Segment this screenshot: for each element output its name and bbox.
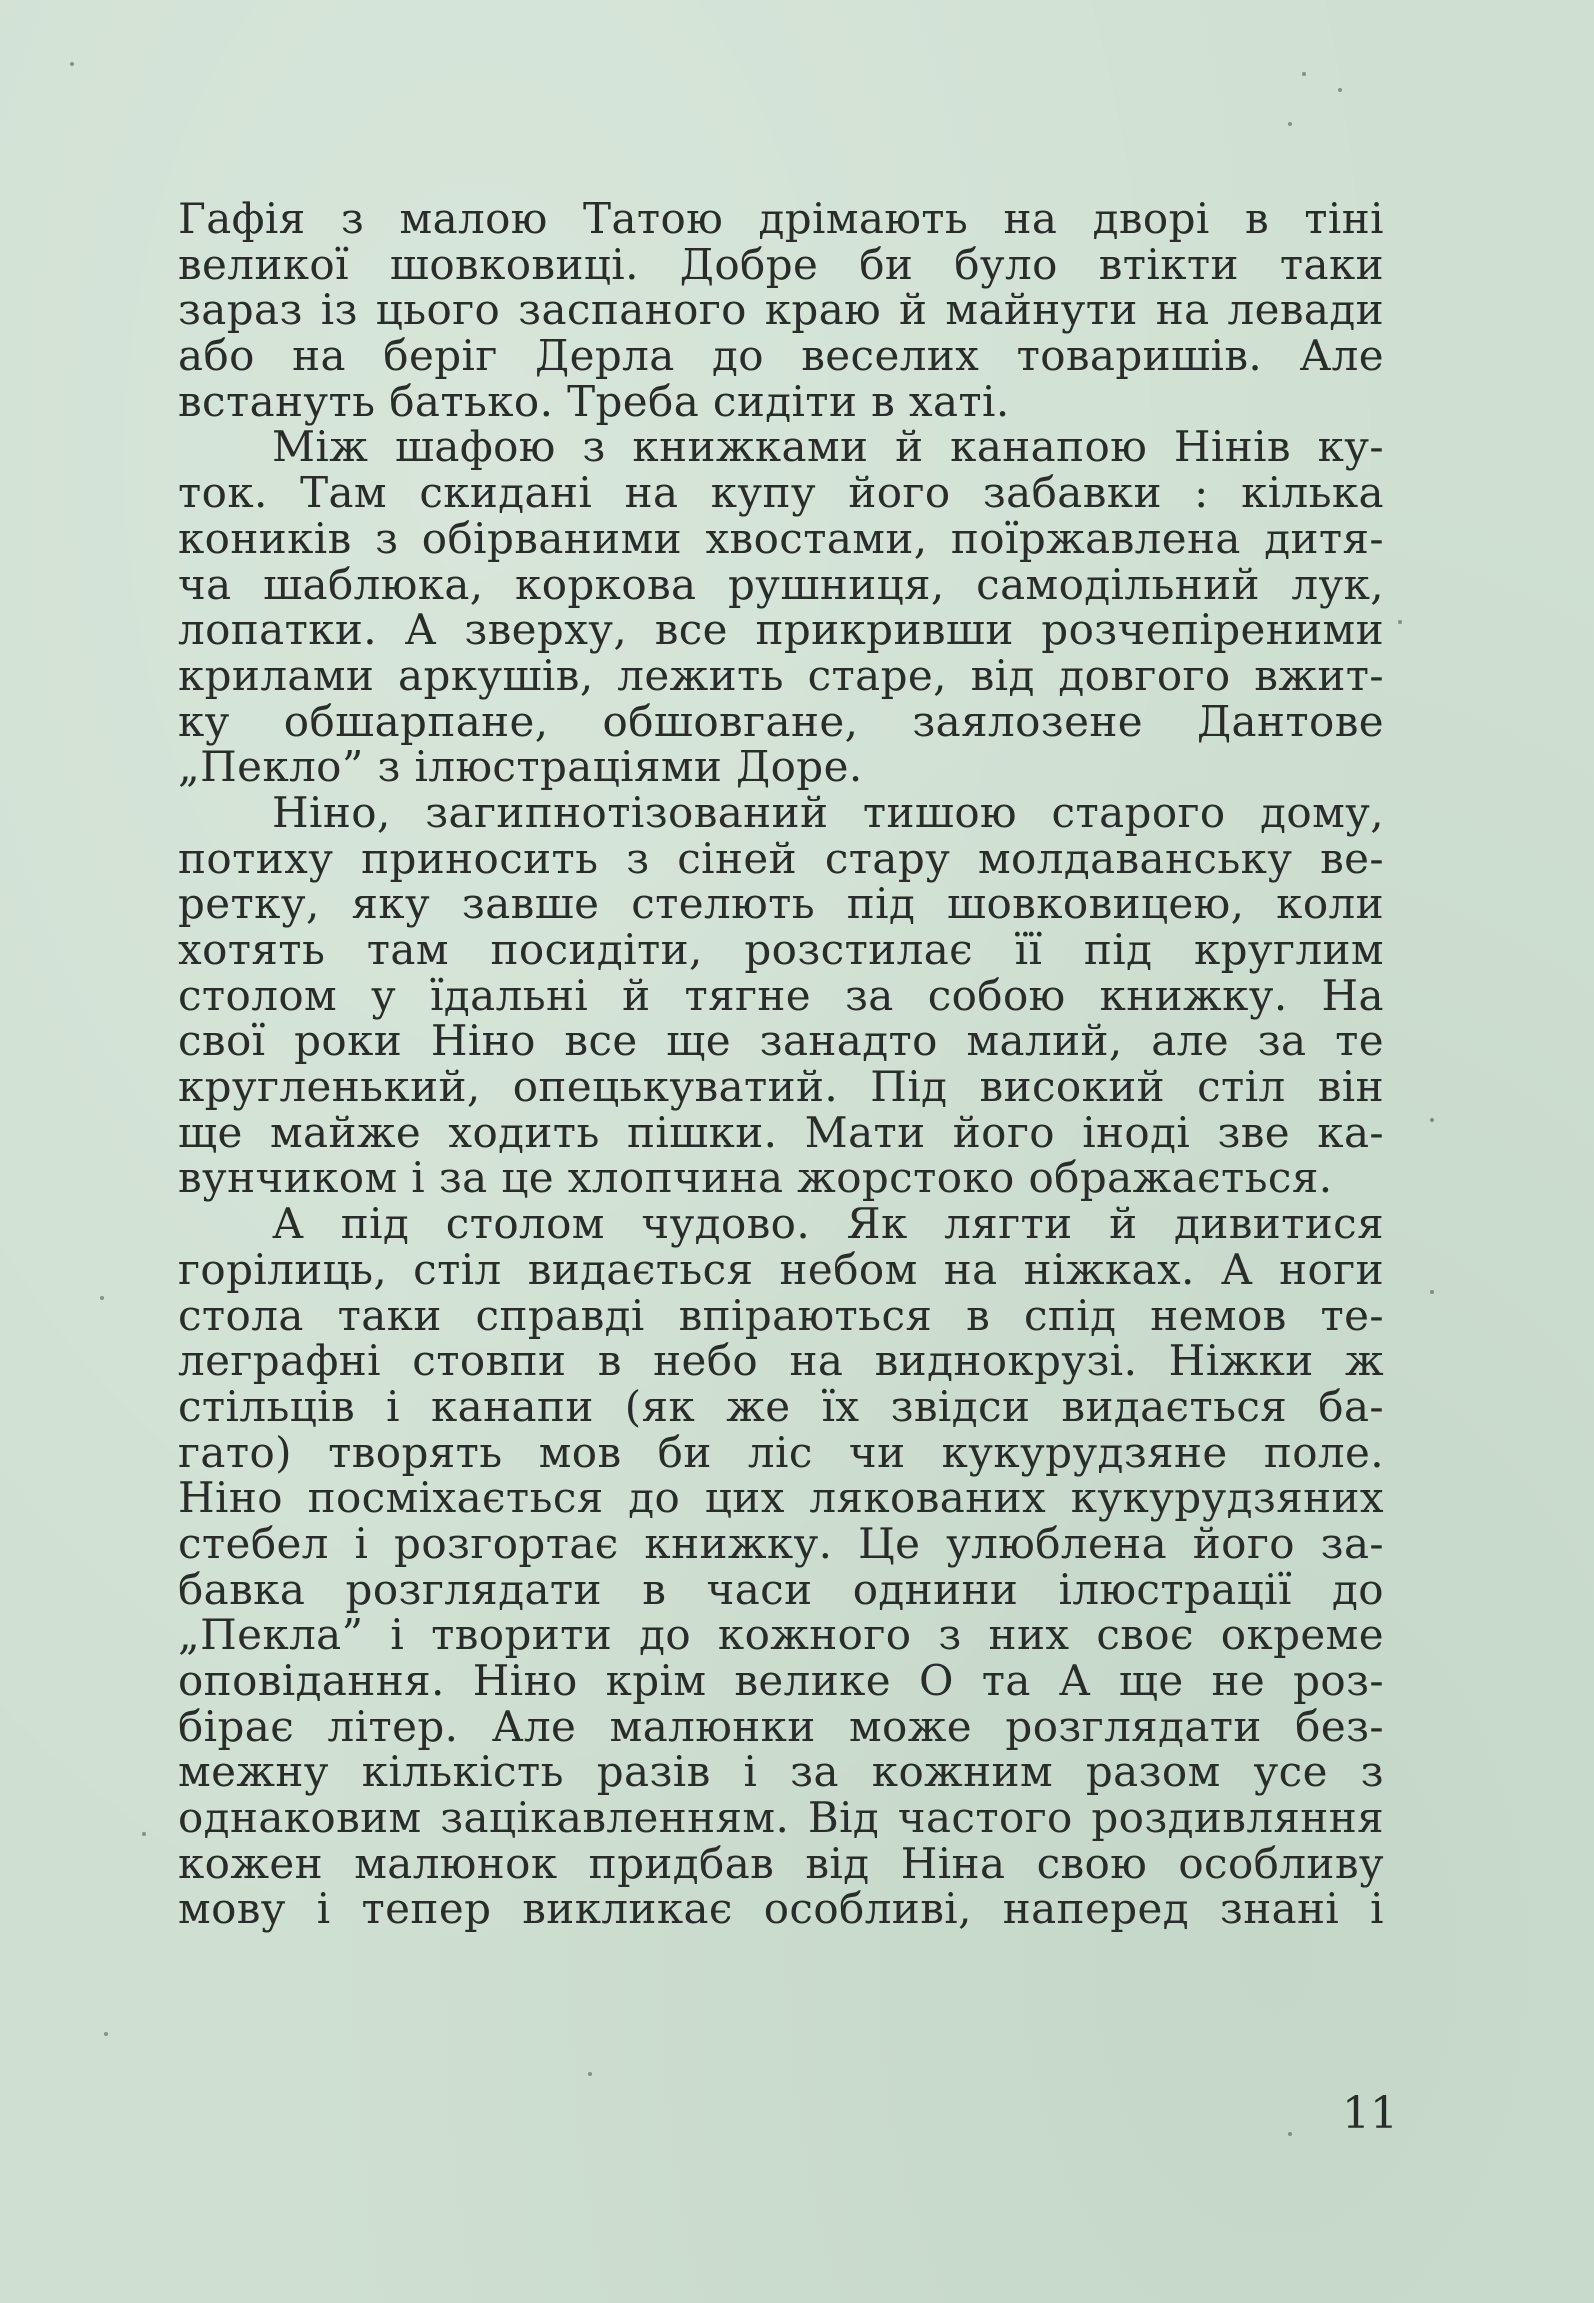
print-speck xyxy=(1398,620,1402,624)
text-line: стебел і розгортає книжку. Це улюблена його за- xyxy=(178,1518,1384,1568)
text-line: столом у їдальні й тягне за собою книжку. На xyxy=(178,970,1384,1020)
print-speck xyxy=(588,2072,592,2076)
text-line: мову і тепер викликає особливі, наперед знані і xyxy=(178,1884,1384,1934)
text-line: межну кількість разів і за кожним разом усе з xyxy=(178,1747,1384,1797)
text-line: А під столом чудово. Як лягти й дивитися xyxy=(272,1199,1384,1249)
text-line: ще майже ходить пішки. Мати його іноді зве ка- xyxy=(178,1107,1384,1157)
text-line: „Пекло” з ілюстраціями Доре. xyxy=(178,742,863,792)
text-line: Ніно посміхається до цих лякованих кукурудзяних xyxy=(178,1473,1384,1523)
print-speck xyxy=(1430,1290,1434,1294)
text-line: зараз із цього заспаного краю й майнути на левади xyxy=(178,285,1384,335)
text-line: ретку, яку завше стелють під шовковицею, коли xyxy=(178,879,1384,929)
print-speck xyxy=(1288,122,1292,126)
print-speck xyxy=(70,62,74,66)
text-line: бірає літер. Але малюнки може розглядати без- xyxy=(178,1701,1384,1751)
text-line: гато) творять мов би ліс чи кукурудзяне поле. xyxy=(178,1427,1384,1477)
body-text xyxy=(178,196,1384,1932)
text-line: потиху приносить з сіней стару молдаванську ве- xyxy=(178,833,1384,883)
text-line: „Пекла” і творити до кожного з них своє окреме xyxy=(178,1610,1384,1660)
text-line: леграфні стовпи в небо на виднокрузі. Ніжки ж xyxy=(178,1336,1384,1386)
print-speck xyxy=(104,2032,108,2036)
text-line: кожен малюнок придбав від Ніна свою особливу xyxy=(178,1838,1384,1888)
text-line: лопатки. А зверху, все прикривши розчепіреними xyxy=(178,605,1384,655)
print-speck xyxy=(100,1296,104,1300)
text-line: хотять там посидіти, розстилає її під круглим xyxy=(178,925,1384,974)
text-line: горілиць, стіл видається небом на ніжках. А ноги xyxy=(178,1244,1384,1294)
text-line: ток. Там скидані на купу його забавки : кілька xyxy=(178,468,1384,518)
print-speck xyxy=(1302,72,1306,76)
text-line: однаковим зацікавленням. Від частого роздивляння xyxy=(178,1793,1384,1843)
print-speck xyxy=(1288,2132,1292,2136)
text-line: ку обшарпане, обшовгане, заялозене Дантове xyxy=(178,696,1384,746)
page-number: 11 xyxy=(1342,2088,1398,2139)
text-line: ча шаблюка, коркова рушниця, самодільний лук, xyxy=(178,559,1384,609)
text-line: кругленький, опецькуватий. Під високий стіл він xyxy=(178,1062,1384,1112)
text-line: оповідання. Ніно крім велике О та А ще не роз- xyxy=(178,1656,1384,1705)
text-line: Між шафою з книжками й канапою Нінів ку- xyxy=(272,422,1384,472)
text-line: свої роки Ніно все ще занадто малий, але за те xyxy=(178,1016,1384,1066)
text-line: встануть батько. Треба сидіти в хаті. xyxy=(178,376,1010,426)
text-line: стола таки справді впіраються в спід немов те- xyxy=(178,1290,1384,1340)
text-line: великої шовковиці. Добре би було втікти таки xyxy=(178,239,1384,289)
text-line: бавка розглядати в часи однини ілюстрації до xyxy=(178,1564,1384,1614)
text-line: стільців і канапи (як же їх звідси видається ба- xyxy=(178,1381,1384,1431)
text-line: коників з обірваними хвостами, поїржавлена дитя- xyxy=(178,513,1384,563)
text-line: Ніно, загипнотізований тишою старого дому, xyxy=(272,787,1384,837)
print-speck xyxy=(142,1832,146,1836)
text-line: крилами аркушів, лежить старе, від довгого вжит- xyxy=(178,650,1384,700)
print-speck xyxy=(1338,88,1342,92)
print-speck xyxy=(1430,1118,1434,1122)
text-line: вунчиком і за це хлопчина жорстоко ображається. xyxy=(178,1153,1333,1203)
text-line: або на беріг Дерла до веселих товаришів. Але xyxy=(178,331,1384,381)
text-line: Гафія з малою Татою дрімають на дворі в тіні xyxy=(178,194,1384,243)
